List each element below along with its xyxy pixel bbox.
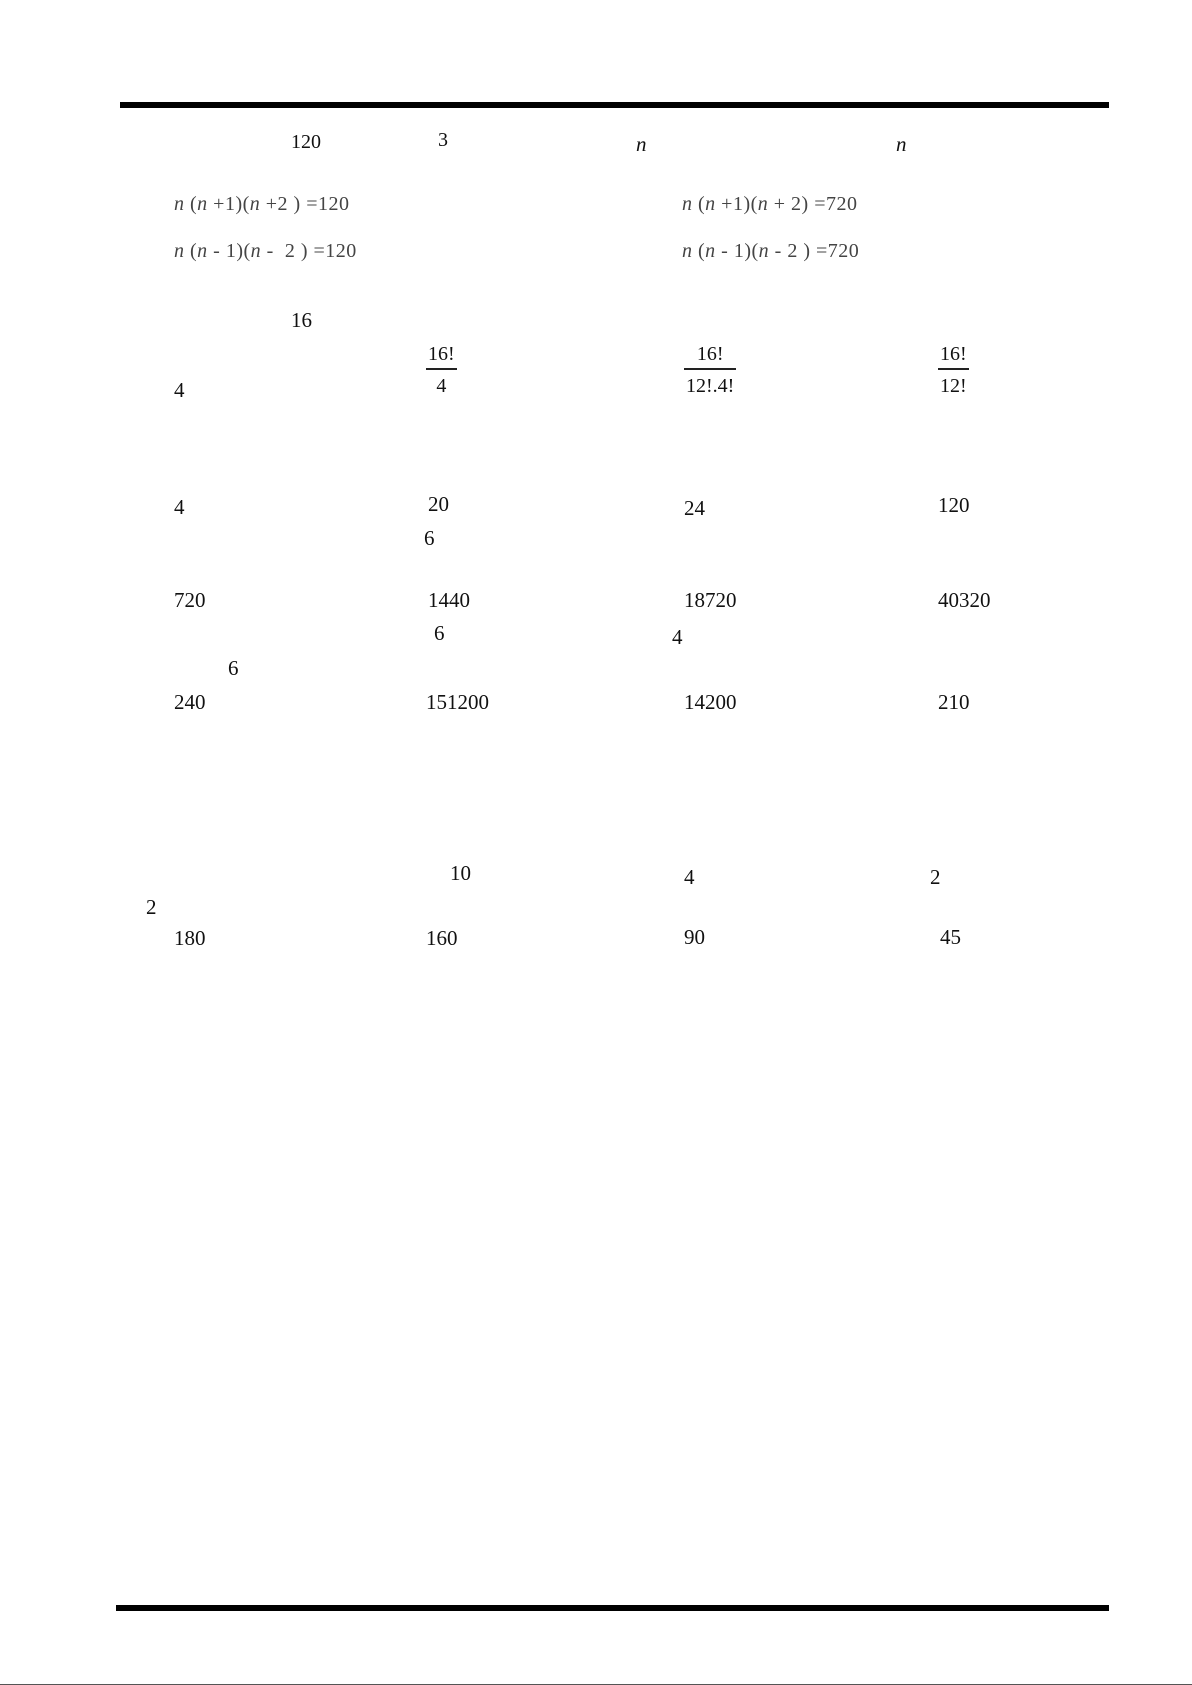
q4-option-b: 1440 <box>428 588 470 612</box>
q6-number-2-b: 2 <box>146 895 157 919</box>
q6-number-2-a: 2 <box>930 865 941 889</box>
q1-variable-n-2: n <box>896 132 907 156</box>
q3-option-d: 120 <box>938 493 970 517</box>
q6-option-d: 45 <box>940 925 961 949</box>
q3-option-c: 24 <box>684 496 705 520</box>
q5-option-c: 14200 <box>684 690 737 714</box>
q5-option-d: 210 <box>938 690 970 714</box>
q3-option-a: 4 <box>174 495 185 519</box>
q2-option-b-fraction <box>426 344 457 396</box>
q1-number-120: 120 <box>291 131 321 153</box>
q6-option-a: 180 <box>174 926 206 950</box>
q2-option-d-denominator: 12! <box>940 374 967 397</box>
q6-option-c: 90 <box>684 925 705 949</box>
q2-option-b-denominator: 4 <box>436 374 447 397</box>
q6-option-b: 160 <box>426 926 458 950</box>
fraction-bar <box>426 368 457 370</box>
q5-option-a: 240 <box>174 690 206 714</box>
q1-option-d-equation: n (n - 1)(n - 2 ) =720 <box>682 240 860 262</box>
q1-option-c-equation: n (n - 1)(n - 2 ) =120 <box>174 240 357 262</box>
q5-number-4: 4 <box>672 625 683 649</box>
q2-option-c-denominator: 12!.4! <box>686 374 735 397</box>
fraction-bar <box>684 368 736 370</box>
q2-option-d-fraction <box>938 344 969 396</box>
q5-number-6-b: 6 <box>228 656 239 680</box>
footer-rule <box>116 1605 1109 1611</box>
q4-option-d: 40320 <box>938 588 991 612</box>
q2-option-c-numerator: 16! <box>696 343 724 365</box>
fraction-bar <box>938 368 969 370</box>
q4-option-a: 720 <box>174 588 206 612</box>
q1-variable-n-1: n <box>636 132 647 156</box>
q3-option-b: 20 <box>428 492 449 516</box>
q6-number-10: 10 <box>450 861 471 885</box>
header-rule <box>120 102 1109 108</box>
q5-number-6-a: 6 <box>434 621 445 645</box>
q2-option-d-numerator: 16! <box>940 343 967 365</box>
q2-option-c-fraction <box>684 344 736 396</box>
q2-option-b-numerator: 16! <box>428 343 455 365</box>
q1-option-a-equation: n (n +1)(n +2 ) =120 <box>174 193 350 215</box>
q4-option-c: 18720 <box>684 588 737 612</box>
q1-option-b-equation: n (n +1)(n + 2) =720 <box>682 193 858 215</box>
q5-option-b: 151200 <box>426 690 489 714</box>
q4-number-6-a: 6 <box>424 526 435 550</box>
q2-number-16: 16 <box>291 308 312 332</box>
q1-number-3: 3 <box>438 129 448 151</box>
q2-option-a: 4 <box>174 378 185 402</box>
q6-number-4: 4 <box>684 865 695 889</box>
